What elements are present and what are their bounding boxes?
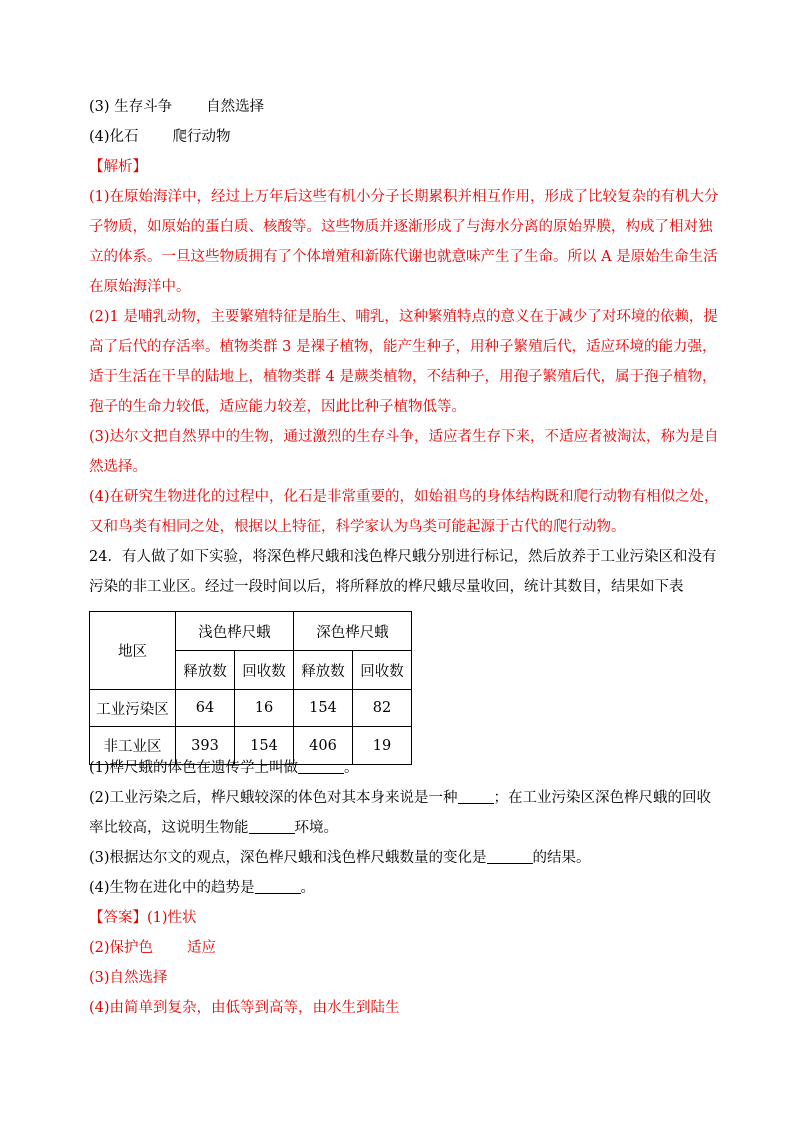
region-header: 地区	[90, 612, 176, 690]
value-cell: 19	[353, 727, 412, 765]
answer-line-3: (3)自然选择	[89, 970, 168, 986]
analysis-line: (4)在研究生物进化的过程中，化石是非常重要的，如始祖鸟的身体结构既和爬行动物有相似之处，	[89, 489, 719, 505]
region-cell: 工业污染区	[90, 690, 176, 727]
region-cell: 非工业区	[90, 727, 176, 765]
answer-line-2: (2)保护色 适应	[89, 940, 217, 956]
value-cell: 16	[235, 690, 294, 727]
released-header: 释放数	[294, 651, 353, 690]
answer-text: 生存斗争	[114, 99, 173, 115]
answer-line-4: (4)由简单到复杂，由低等到高等，由水生到陆生	[89, 1000, 400, 1016]
analysis-line: 子物质，如原始的蛋白质、核酸等。这些物质并逐渐形成了与海水分离的原始界膜，构成了相对独	[89, 219, 713, 235]
sub-question-4: (4)生物在进化中的趋势是 。	[89, 880, 316, 896]
value-cell: 154	[235, 727, 294, 765]
value-cell: 393	[176, 727, 235, 765]
dark-moth-header: 深色桦尺蛾	[294, 612, 412, 651]
value-cell: 64	[176, 690, 235, 727]
sub-question-3: (3)根据达尔文的观点，深色桦尺蛾和浅色桦尺蛾数量的变化是 的结果。	[89, 850, 591, 866]
question-stem-line: 24．有人做了如下实验，将深色桦尺蛾和浅色桦尺蛾分别进行标记，然后放养于工业污染区和没有	[89, 549, 717, 565]
analysis-line: (2)1 是哺乳动物，主要繁殖特征是胎生、哺乳，这种繁殖特点的意义在于减少了对环境的依赖，提	[89, 309, 718, 325]
analysis-line: 然选择。	[89, 459, 147, 475]
answer-blank	[249, 819, 295, 834]
sub-question-2-cont: 率比较高，这说明生物能 环境。	[89, 820, 338, 836]
recovered-header: 回收数	[235, 651, 294, 690]
analysis-line: 立的体系。一旦这些物质拥有了个体增殖和新陈代谢也就意味产生了生命。所以 A 是原始生命生活	[89, 249, 718, 265]
released-header: 释放数	[176, 651, 235, 690]
analysis-line: 孢子的生命力较低，适应能力较差，因此比种子植物低等。	[89, 399, 466, 415]
question-stem-line: 污染的非工业区。经过一段时间以后，将所释放的桦尺蛾尽量收回，统计其数目，结果如下表	[89, 579, 684, 595]
moth-data-table	[89, 611, 412, 765]
answer-label: 【答案】	[89, 910, 147, 926]
analysis-line: (3)达尔文把自然界中的生物，通过激烈的生存斗争，适应者生存下来，不适应者被淘汰，称为是自	[89, 429, 719, 445]
prev-answer-3	[89, 97, 264, 117]
recovered-header: 回收数	[353, 651, 412, 690]
answer-line-1: 【答案】(1)性状	[89, 910, 197, 926]
table-row	[90, 690, 412, 727]
answer-number: (3)	[89, 99, 115, 115]
analysis-heading: 【解析】	[89, 159, 147, 175]
answer-text: 自然选择	[206, 99, 265, 115]
sub-question-1: (1)桦尺蛾的体色在遗传学上叫做 。	[89, 760, 359, 776]
answer-blank	[458, 789, 494, 804]
prev-answer-4	[89, 127, 231, 147]
analysis-line: 高了后代的存活率。植物类群 3 是裸子植物，能产生种子，用种子繁殖后代，适应环境的能力强，	[89, 339, 717, 355]
answer-blank	[255, 879, 301, 894]
answer-number: (4)	[89, 129, 110, 145]
answer-blank	[298, 759, 344, 774]
value-cell: 154	[294, 690, 353, 727]
analysis-line: 在原始海洋中。	[89, 279, 191, 295]
sub-question-2: (2)工业污染之后，桦尺蛾较深的体色对其本身来说是一种 ；在工业污染区深色桦尺蛾的回收	[89, 790, 712, 806]
value-cell: 406	[294, 727, 353, 765]
analysis-line: 又和鸟类有相同之处，根据以上特征，科学家认为鸟类可能起源于古代的爬行动物。	[89, 519, 626, 535]
analysis-line: (1)在原始海洋中，经过上万年后这些有机小分子长期累积并相互作用，形成了比较复杂的有机大分	[89, 189, 719, 205]
value-cell: 82	[353, 690, 412, 727]
analysis-line: 适于生活在干旱的陆地上，植物类群 4 是蕨类植物，不结种子，用孢子繁殖后代，属于孢子植物，	[89, 369, 717, 385]
answer-text: 化石	[109, 129, 139, 145]
answer-text: 爬行动物	[172, 129, 231, 145]
light-moth-header: 浅色桦尺蛾	[176, 612, 294, 651]
answer-blank	[487, 849, 533, 864]
